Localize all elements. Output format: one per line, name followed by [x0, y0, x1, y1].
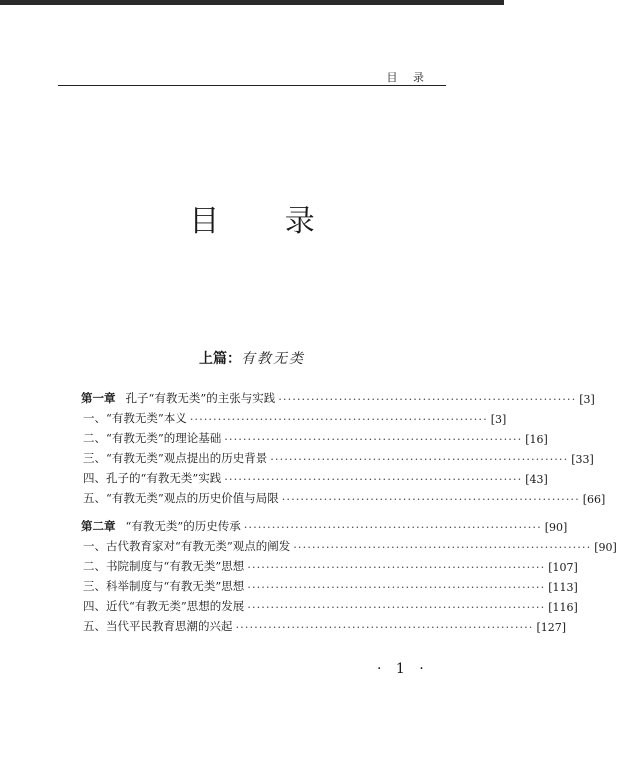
chapter-page: [90]: [544, 521, 568, 534]
toc-section-row[interactable]: [81, 554, 578, 574]
section-title: 二、书院制度与“有教无类”思想: [83, 559, 245, 573]
dot-leader: ································································: [281, 492, 580, 506]
dot-leader: ································································: [247, 600, 546, 614]
section-title: 四、孔子的“有教无类”实践: [83, 471, 222, 485]
section-title: 一、“有教无类”本义: [83, 411, 187, 425]
part-label: 上篇：: [199, 351, 241, 367]
toc-section-row[interactable]: [81, 614, 567, 634]
toc-section-row[interactable]: [81, 426, 548, 446]
page-number: · 1 ·: [377, 661, 429, 677]
header-rule: [58, 85, 446, 86]
section-title: 五、“有教无类”观点的历史价值与局限: [83, 491, 279, 505]
dot-leader: ································································: [247, 580, 546, 594]
toc-section-row[interactable]: [81, 486, 606, 506]
section-page: [33]: [571, 453, 594, 466]
toc-section-row[interactable]: [81, 446, 594, 466]
section-page: [3]: [490, 413, 507, 426]
toc-section-row[interactable]: [81, 466, 548, 486]
scan-top-edge: [0, 0, 504, 5]
dot-leader: ································································: [247, 560, 546, 574]
toc-chapter-row[interactable]: [81, 514, 568, 534]
section-title: 三、“有教无类”观点提出的历史背景: [83, 451, 268, 465]
dot-leader: ································································: [224, 472, 523, 486]
part-heading: [0, 348, 504, 368]
section-page: [107]: [548, 561, 578, 574]
toc-section-row[interactable]: [81, 594, 578, 614]
section-page: [16]: [525, 433, 548, 446]
toc-chapter-row[interactable]: [81, 386, 595, 406]
dot-leader: ································································: [278, 392, 577, 406]
section-page: [116]: [548, 601, 578, 614]
section-page: [90]: [594, 541, 617, 554]
part-name: 有教无类: [241, 351, 305, 367]
chapter-title: 孔子“有教无类”的主张与实践: [125, 391, 276, 405]
dot-leader: ································································: [243, 520, 542, 534]
dot-leader: ································································: [235, 620, 534, 634]
section-title: 五、当代平民教育思潮的兴起: [83, 619, 233, 633]
toc-section-row[interactable]: [81, 406, 507, 426]
chapter-page: [3]: [579, 393, 595, 406]
section-page: [43]: [525, 473, 548, 486]
section-title: 一、古代教育家对“有教无类”观点的阐发: [83, 539, 291, 553]
page-title: 目 录: [189, 204, 343, 239]
running-header: 目 录: [386, 71, 430, 84]
chapter-number: 第一章: [81, 391, 116, 405]
dot-leader: ································································: [293, 540, 592, 554]
section-page: [127]: [536, 621, 567, 634]
dot-leader: ································································: [224, 432, 523, 446]
chapter-number: 第二章: [81, 519, 116, 533]
section-title: 四、近代“有教无类”思想的发展: [83, 599, 245, 613]
dot-leader: ································································: [270, 452, 569, 466]
section-title: 三、科举制度与“有教无类”思想: [83, 579, 245, 593]
section-title: 二、“有教无类”的理论基础: [83, 431, 222, 445]
dot-leader: ································································: [189, 412, 488, 426]
chapter-title: “有教无类”的历史传承: [125, 519, 241, 533]
toc-section-row[interactable]: [81, 574, 578, 594]
toc-section-row[interactable]: [81, 534, 617, 554]
toc-chapter-2: [81, 514, 617, 634]
section-page: [113]: [548, 581, 578, 594]
section-page: [66]: [582, 493, 606, 506]
toc-chapter-1: [81, 386, 606, 506]
